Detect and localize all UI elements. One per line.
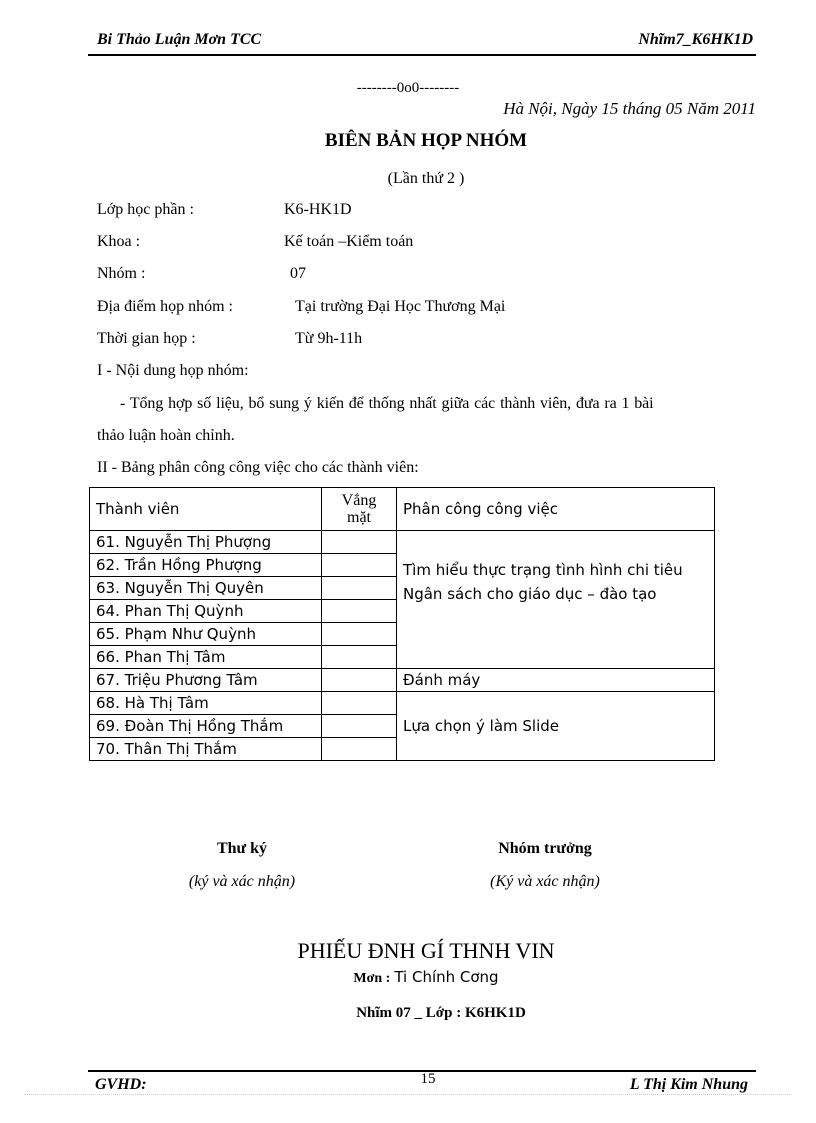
leader-role: Nhóm trưởng <box>498 840 592 857</box>
table-row <box>90 669 715 692</box>
ornament-dashes: --------0o0-------- <box>356 80 460 96</box>
header-divider <box>88 54 756 56</box>
footer-advisor-label: GVHD: <box>95 1076 147 1093</box>
absent-cell <box>322 554 397 577</box>
absent-cell <box>322 715 397 738</box>
info-value-group: 07 <box>290 265 306 282</box>
info-label-group: Nhóm : <box>97 265 146 282</box>
absent-cell <box>322 600 397 623</box>
section-2-heading: II - Bảng phân công công việc cho các thành viên: <box>97 459 419 476</box>
table-header-row <box>90 488 715 531</box>
section-1-line-1: - Tổng hợp số liệu, bổ sung ý kiến để thống nhất giữa các thành viên, đưa ra 1 bài <box>120 395 654 412</box>
task-cell-typing: Đánh máy <box>397 669 715 692</box>
header-group-code: Nhĩm7_K6HK1D <box>638 31 753 48</box>
absent-cell <box>322 646 397 669</box>
member-name: 64. Phan Thị Quỳnh <box>90 600 322 623</box>
absent-cell <box>322 669 397 692</box>
secretary-sign-note: (ký và xác nhận) <box>188 873 296 890</box>
info-label-location: Địa điểm họp nhóm : <box>97 298 233 315</box>
leader-sign-note: (Ký và xác nhận) <box>490 873 600 890</box>
page-subtitle: (Lần thứ 2 ) <box>387 170 465 187</box>
info-label-class: Lớp học phần : <box>97 201 194 218</box>
secretary-role: Thư ký <box>216 840 268 857</box>
member-name: 62. Trần Hồng Phượng <box>90 554 322 577</box>
member-name: 66. Phan Thị Tâm <box>90 646 322 669</box>
evaluation-form-subject <box>0 968 816 987</box>
date-line: Hà Nội, Ngày 15 tháng 05 Năm 2011 <box>503 99 756 118</box>
absent-cell <box>322 577 397 600</box>
absent-cell <box>322 531 397 554</box>
column-header-member: Thành viên <box>90 488 322 531</box>
absent-cell <box>322 692 397 715</box>
table-row <box>90 531 715 554</box>
page-number: 15 <box>420 1071 436 1087</box>
absent-cell <box>322 623 397 646</box>
column-header-absent: Vắng mặt <box>322 488 397 531</box>
info-value-class: K6-HK1D <box>284 201 352 218</box>
assignment-table-wrapper <box>89 487 715 761</box>
member-name: 65. Phạm Như Quỳnh <box>90 623 322 646</box>
member-name: 63. Nguyễn Thị Quyên <box>90 577 322 600</box>
info-value-location: Tại trường Đại Học Thương Mại <box>295 298 506 315</box>
info-label-time: Thời gian họp : <box>97 330 196 347</box>
member-name: 67. Triệu Phương Tâm <box>90 669 322 692</box>
member-name: 69. Đoàn Thị Hồng Thắm <box>90 715 322 738</box>
table-row <box>90 692 715 715</box>
section-1-line-2: thảo luận hoàn chỉnh. <box>97 427 235 444</box>
member-name: 70. Thân Thị Thắm <box>90 738 322 761</box>
subject-label: Mơn : <box>353 971 391 986</box>
evaluation-form-title: PHIẾU ĐNH GÍ THNH VIN <box>297 938 555 963</box>
page-edge-divider <box>24 1094 792 1095</box>
subject-value: Ti Chính Cơng <box>394 968 499 986</box>
page-title: BIÊN BẢN HỌP NHÓM <box>324 130 528 151</box>
header-document-title: Bi Thảo Luận Mơn TCC <box>97 31 262 48</box>
info-value-time: Từ 9h-11h <box>295 330 363 347</box>
member-name: 68. Hà Thị Tâm <box>90 692 322 715</box>
task-cell-slides: Lựa chọn ý làm Slide <box>397 692 715 761</box>
task-cell-research: Tìm hiểu thực trạng tình hình chi tiêu Ngân sách cho giáo dục – đào tạo <box>397 531 715 669</box>
section-1-heading: I - Nội dung họp nhóm: <box>97 362 249 379</box>
evaluation-form-class: Nhĩm 07 _ Lớp : K6HK1D <box>356 1005 526 1021</box>
member-name: 61. Nguyễn Thị Phượng <box>90 531 322 554</box>
info-label-faculty: Khoa : <box>97 233 141 250</box>
column-header-task: Phân công công việc <box>397 488 715 531</box>
info-value-faculty: Kế toán –Kiểm toán <box>284 233 414 250</box>
assignment-table <box>89 487 715 761</box>
absent-cell <box>322 738 397 761</box>
footer-advisor-name: L Thị Kim Nhung <box>629 1076 748 1093</box>
